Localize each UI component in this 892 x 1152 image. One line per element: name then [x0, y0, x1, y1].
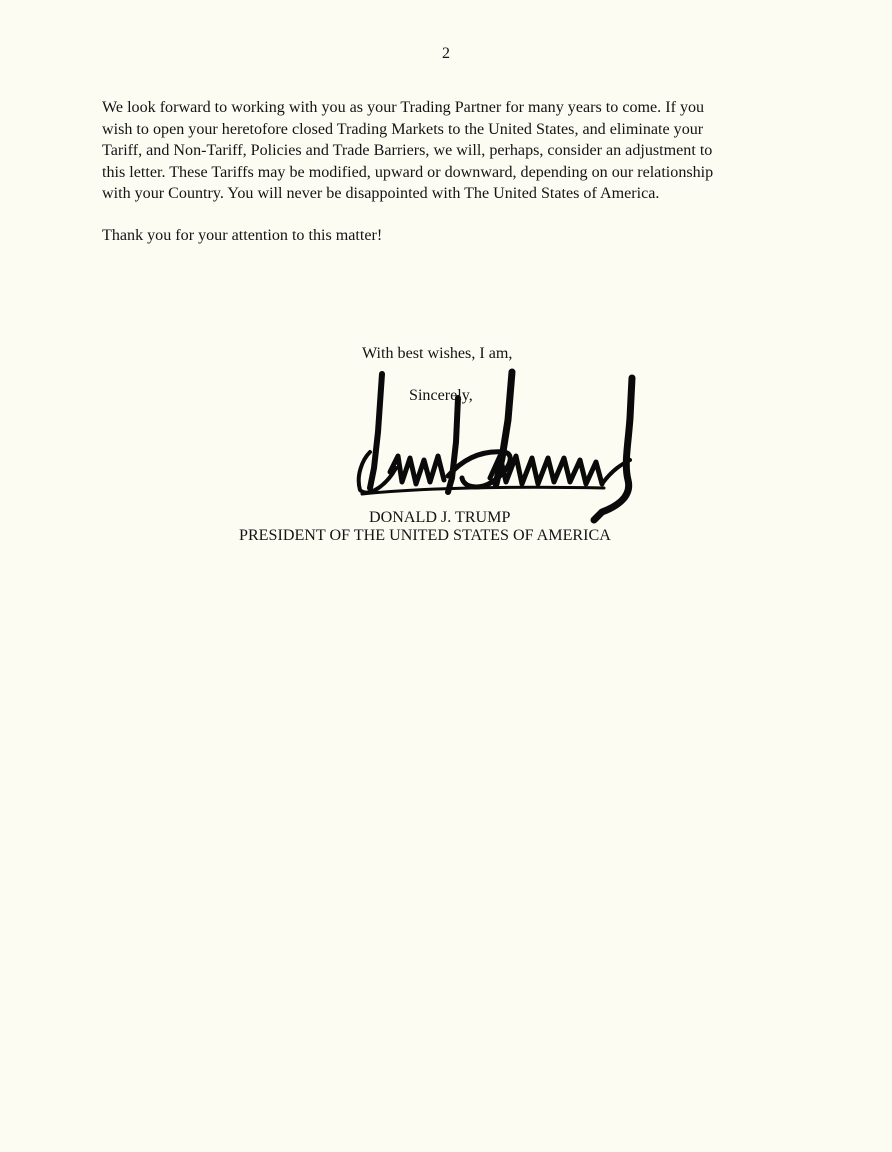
signer-title: PRESIDENT OF THE UNITED STATES OF AMERICA — [239, 527, 611, 544]
body-line: with your Country. You will never be disappointed with The United States of America. — [102, 185, 660, 203]
body-line: wish to open your heretofore closed Trading Markets to the United States, and eliminate your — [102, 120, 704, 138]
page-number: 2 — [442, 45, 450, 62]
body-line: We look forward to working with you as your Trading Partner for many years to come. If you — [102, 99, 705, 116]
signature-image — [340, 360, 650, 530]
signer-name: DONALD J. TRUMP — [369, 509, 511, 526]
thanks-line: Thank you for your attention to this matter! — [102, 227, 383, 244]
body-line: this letter. These Tariffs may be modified, upward or downward, depending on our relationship — [102, 163, 714, 181]
body-line: Tariff, and Non-Tariff, Policies and Trade Barriers, we will, perhaps, consider an adjustment to — [102, 142, 713, 160]
sign-off: Sincerely, — [409, 387, 473, 404]
body-paragraph — [102, 97, 792, 205]
closing-line: With best wishes, I am, — [362, 345, 513, 362]
